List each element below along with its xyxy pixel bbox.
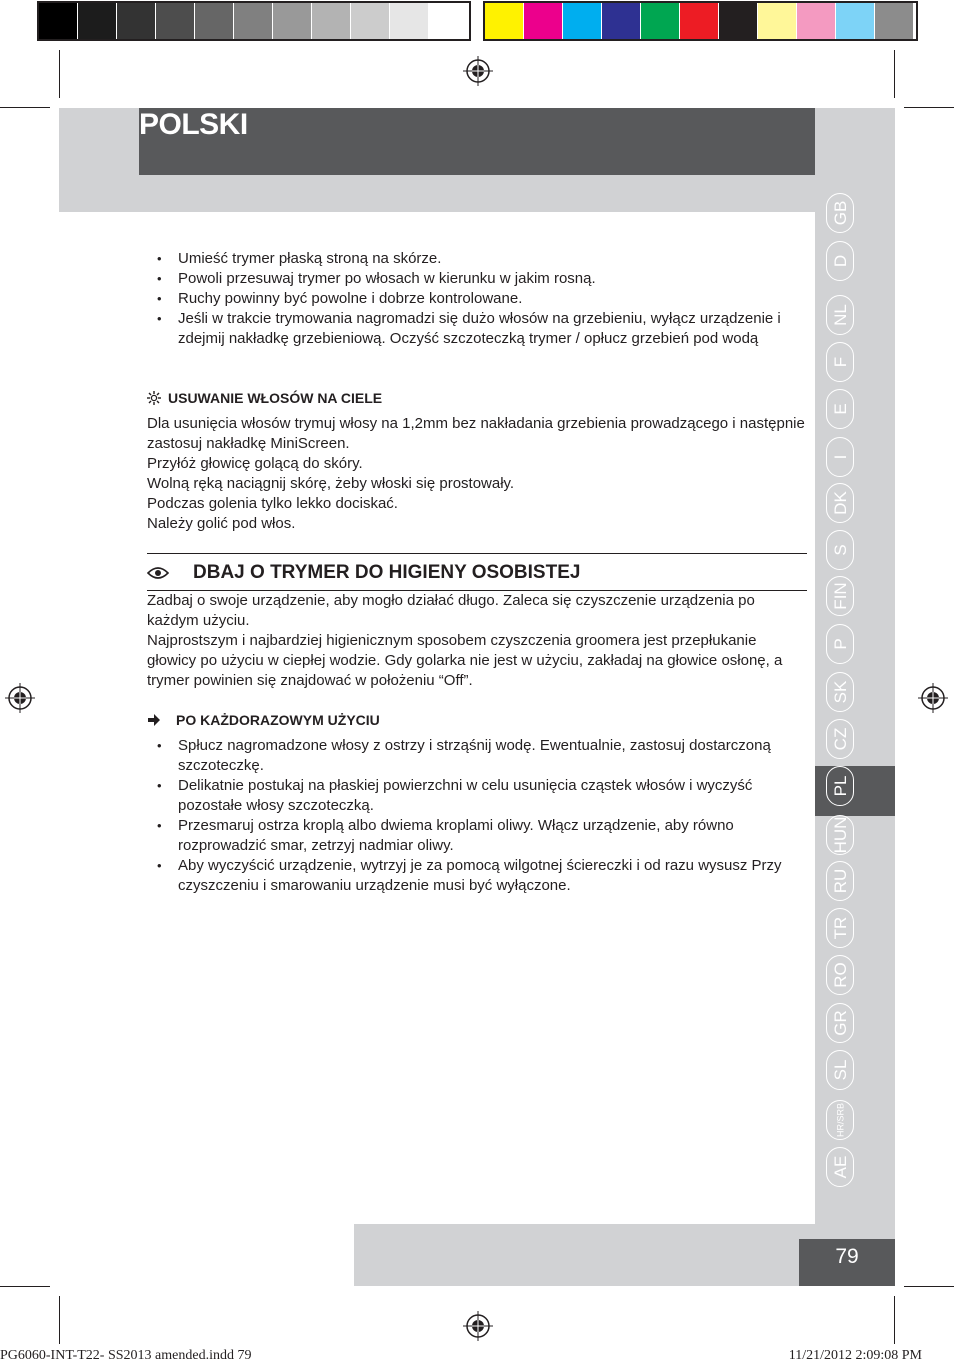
language-tab-cz[interactable] xyxy=(826,719,856,759)
registration-mark-icon xyxy=(918,683,948,713)
grayscale-color-bar xyxy=(37,1,471,41)
language-tab-label: DK xyxy=(831,491,850,515)
language-tab-label: HR/SRB xyxy=(835,1102,846,1138)
color-swatch xyxy=(195,3,234,39)
body-hair-heading xyxy=(147,390,382,406)
language-tab-label: GR xyxy=(831,1010,850,1036)
process-color-bar xyxy=(483,1,918,41)
language-tab-tr[interactable] xyxy=(826,908,856,948)
color-swatch xyxy=(429,3,468,39)
language-tab-nl[interactable] xyxy=(826,295,856,335)
language-tab-label: CZ xyxy=(831,727,850,751)
color-swatch xyxy=(641,3,680,39)
color-swatch xyxy=(390,3,429,39)
language-tab-label: E xyxy=(831,403,850,415)
list-item: • Przesmaruj ostrza kroplą albo dwiema kroplami oliwy. Włącz urządzenie, aby równo rozprowadzić smar, zetrzyj nadmiar oliwy. xyxy=(147,816,807,856)
crop-mark xyxy=(894,1296,895,1344)
language-tab-label: S xyxy=(831,544,850,556)
language-tab-label: RO xyxy=(831,962,850,988)
color-swatch xyxy=(234,3,273,39)
color-swatch xyxy=(78,3,117,39)
text-line: Zadbaj o swoje urządzenie, aby mogło działać długo. Zaleca się czyszczenie urządzenia po każdym użyciu. xyxy=(147,592,755,629)
color-swatch xyxy=(719,3,758,39)
color-swatch xyxy=(524,3,563,39)
language-tab-e[interactable] xyxy=(826,389,856,429)
language-tab-ae[interactable] xyxy=(826,1147,856,1187)
registration-mark-icon xyxy=(463,1311,493,1341)
language-tab-label: GB xyxy=(831,200,850,226)
language-tab-label: P xyxy=(831,638,850,650)
crop-mark xyxy=(894,50,895,98)
color-swatch xyxy=(563,3,602,39)
color-swatch xyxy=(156,3,195,39)
trimming-instructions xyxy=(147,249,807,349)
after-use-heading-text: PO KAŻDORAZOWYM UŻYCIU xyxy=(176,712,380,728)
language-tab-p[interactable] xyxy=(826,624,856,664)
language-tab-hun[interactable] xyxy=(826,815,856,855)
color-swatch xyxy=(117,3,156,39)
page-title: POLSKI xyxy=(139,108,248,141)
language-tab-label: SL xyxy=(831,1059,850,1081)
language-tab-label: RU xyxy=(831,868,850,894)
language-tab-ru[interactable] xyxy=(826,861,856,901)
list-item: • Aby wyczyścić urządzenie, wytrzyj je za pomocą wilgotnej ściereczki i od razu wysusz Przy czyszczeniu i smarowaniu urządzenie musi być wyłączone. xyxy=(147,856,807,896)
page-number: 79 xyxy=(835,1245,859,1268)
color-swatch xyxy=(602,3,641,39)
language-tab-gb[interactable] xyxy=(826,193,856,233)
language-tab-label: I xyxy=(831,454,850,460)
language-tab-label: HUN xyxy=(831,816,850,854)
print-slug-filename: PG6060-INT-T22- SS2013 amended.indd 79 xyxy=(0,1348,252,1363)
language-tab-d[interactable] xyxy=(826,241,856,281)
text-line: Podczas golenia tylko lekko dociskać. xyxy=(147,495,398,512)
text-line: Najprostszym i najbardziej higienicznym sposobem czyszczenia groomera jest przepłukanie głowicy po użyciu w ciepłej wodzie. Gdy golarka nie jest w użyciu, zakładaj na głowice osłonę, a trymer powinien się znajdować w położeniu “Off”. xyxy=(147,632,783,689)
list-item: • Powoli przesuwaj trymer po włosach w kierunku w jakim rosną. xyxy=(147,269,807,289)
after-use-list xyxy=(147,736,807,896)
language-tab-dk[interactable] xyxy=(826,483,856,523)
language-tab-label: NL xyxy=(831,304,850,326)
color-swatch xyxy=(351,3,390,39)
language-tab-label: SK xyxy=(831,680,850,704)
color-swatch xyxy=(680,3,719,39)
color-swatch xyxy=(875,3,914,39)
language-tab-label: PL xyxy=(831,775,850,797)
language-tab-fin[interactable] xyxy=(826,576,856,616)
language-tab-f[interactable] xyxy=(826,342,856,382)
language-tab-sk[interactable] xyxy=(826,672,856,712)
list-item: • Jeśli w trakcie trymowania nagromadzi się dużo włosów na grzebieniu, wyłącz urządzenie i zdejmij nakładkę grzebieniową. Oczyść szczoteczką trymer / opłucz grzebień pod wodą xyxy=(147,309,807,349)
language-tab-label: FIN xyxy=(831,582,850,610)
hygiene-title-text: DBAJ O TRYMER DO HIGIENY OSOBISTEJ xyxy=(193,562,581,583)
crop-mark xyxy=(0,1286,50,1287)
language-tab-gr[interactable] xyxy=(826,1003,856,1043)
arrow-right-icon xyxy=(147,713,161,727)
list-item: • Delikatnie postukaj na płaskiej powierzchni w celu usunięcia cząstek włosów i wyczyść pozostałe włosy szczoteczką. xyxy=(147,776,807,816)
color-swatch xyxy=(797,3,836,39)
print-slug-timestamp: 11/21/2012 2:09:08 PM xyxy=(788,1348,922,1363)
crop-mark xyxy=(0,107,50,108)
hygiene-section-title xyxy=(147,562,580,584)
hygiene-text xyxy=(147,591,807,691)
section-rule-top xyxy=(147,553,807,554)
language-tab-sl[interactable] xyxy=(826,1050,856,1090)
color-swatch xyxy=(485,3,524,39)
text-line: Należy golić pod włos. xyxy=(147,515,296,532)
crop-mark xyxy=(904,1286,954,1287)
color-swatch xyxy=(758,3,797,39)
language-tab-hr-srb[interactable] xyxy=(826,1100,856,1140)
language-tab-pl[interactable] xyxy=(826,766,856,806)
registration-mark-icon xyxy=(463,56,493,86)
language-tab-label: F xyxy=(831,356,850,368)
after-use-heading xyxy=(147,712,380,728)
list-item: • Umieść trymer płaską stroną na skórze. xyxy=(147,249,807,269)
color-swatch xyxy=(273,3,312,39)
crop-mark xyxy=(59,50,60,98)
body-hair-text xyxy=(147,414,807,534)
eye-icon xyxy=(147,565,169,581)
language-tab-ro[interactable] xyxy=(826,955,856,995)
list-item: • Ruchy powinny być powolne i dobrze kontrolowane. xyxy=(147,289,807,309)
text-line: Przyłóż głowicę golącą do skóry. xyxy=(147,455,363,472)
text-line: Wolną ręką naciągnij skórę, żeby włoski się prostowały. xyxy=(147,475,515,492)
sun-icon xyxy=(147,391,161,405)
registration-mark-icon xyxy=(5,683,35,713)
instruction-list xyxy=(147,249,807,349)
language-tab-i[interactable] xyxy=(826,437,856,477)
crop-mark xyxy=(59,1296,60,1344)
text-line: Dla usunięcia włosów trymuj włosy na 1,2mm bez nakładania grzebienia prowadzącego i następnie zastosuj nakładkę MiniScreen. xyxy=(147,415,805,452)
language-tab-label: TR xyxy=(831,916,850,940)
language-tab-s[interactable] xyxy=(826,530,856,570)
language-tab-label: AE xyxy=(831,1155,850,1179)
color-swatch xyxy=(312,3,351,39)
language-tab-label: D xyxy=(831,254,850,268)
color-swatch xyxy=(836,3,875,39)
color-swatch xyxy=(39,3,78,39)
list-item: • Spłucz nagromadzone włosy z ostrzy i strząśnij wodę. Ewentualnie, zastosuj dostarczoną szczoteczkę. xyxy=(147,736,807,776)
after-use-instructions xyxy=(147,736,807,896)
body-hair-heading-text: USUWANIE WŁOSÓW NA CIELE xyxy=(168,390,383,406)
crop-mark xyxy=(904,107,954,108)
